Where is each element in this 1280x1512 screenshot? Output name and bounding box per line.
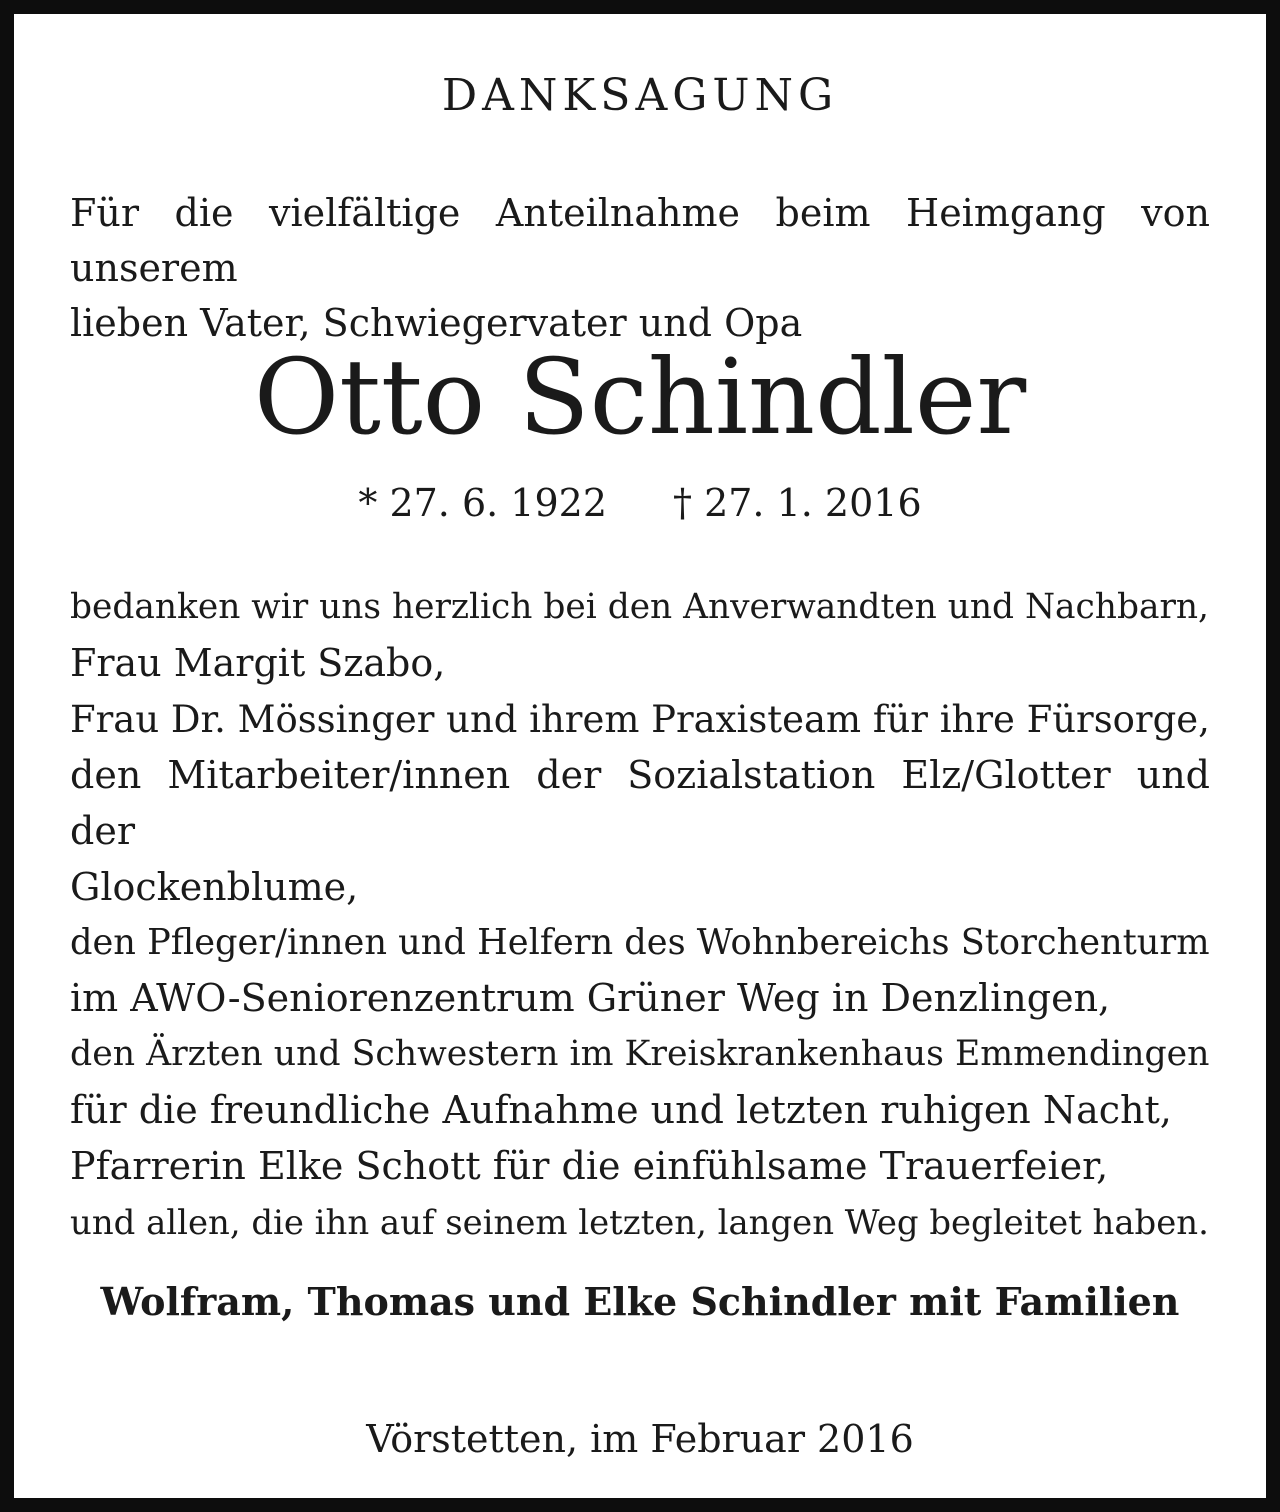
thanks-line: den Ärzten und Schwestern im Kreiskrankenhaus Emmendingen	[70, 1034, 1210, 1075]
thanks-line: bedanken wir uns herzlich bei den Anverwandten und Nachbarn,	[70, 587, 1209, 627]
thanks-line: für die freundliche Aufnahme und letzten ruhigen Nacht,	[70, 1088, 1172, 1133]
thanks-line: Frau Dr. Mössinger und ihrem Praxisteam für ihre Fürsorge,	[70, 697, 1210, 741]
death-date: † 27. 1. 2016	[673, 481, 922, 525]
intro-text	[70, 186, 1210, 351]
thanks-text	[70, 580, 1210, 1251]
deceased-name: Otto Schindler	[253, 336, 1027, 458]
life-dates	[14, 476, 1266, 531]
birth-date: * 27. 6. 1922	[358, 481, 607, 525]
intro-line: lieben Vater, Schwiegervater und Opa	[70, 301, 803, 345]
notice-heading: DANKSAGUNG	[441, 70, 839, 121]
thanks-line: im AWO-Seniorenzentrum Grüner Weg in Denzlingen,	[70, 976, 1111, 1021]
signature: Wolfram, Thomas und Elke Schindler mit Familien	[100, 1279, 1180, 1324]
place-date: Vörstetten, im Februar 2016	[366, 1417, 914, 1461]
thanks-line: Pfarrerin Elke Schott für die einfühlsame Trauerfeier,	[70, 1144, 1109, 1189]
thanks-line: und allen, die ihn auf seinem letzten, langen Weg begleitet haben.	[70, 1202, 1209, 1242]
thanks-line: den Pfleger/innen und Helfern des Wohnbereichs Storchenturm	[70, 922, 1210, 964]
thanks-line: Frau Margit Szabo,	[70, 640, 446, 685]
intro-line: Für die vielfältige Anteilnahme beim Heimgang von unserem	[70, 191, 1210, 290]
thanks-line: den Mitarbeiter/innen der Sozialstation Elz/Glotter und der	[70, 752, 1210, 853]
thanks-line: Glockenblume,	[70, 864, 359, 909]
